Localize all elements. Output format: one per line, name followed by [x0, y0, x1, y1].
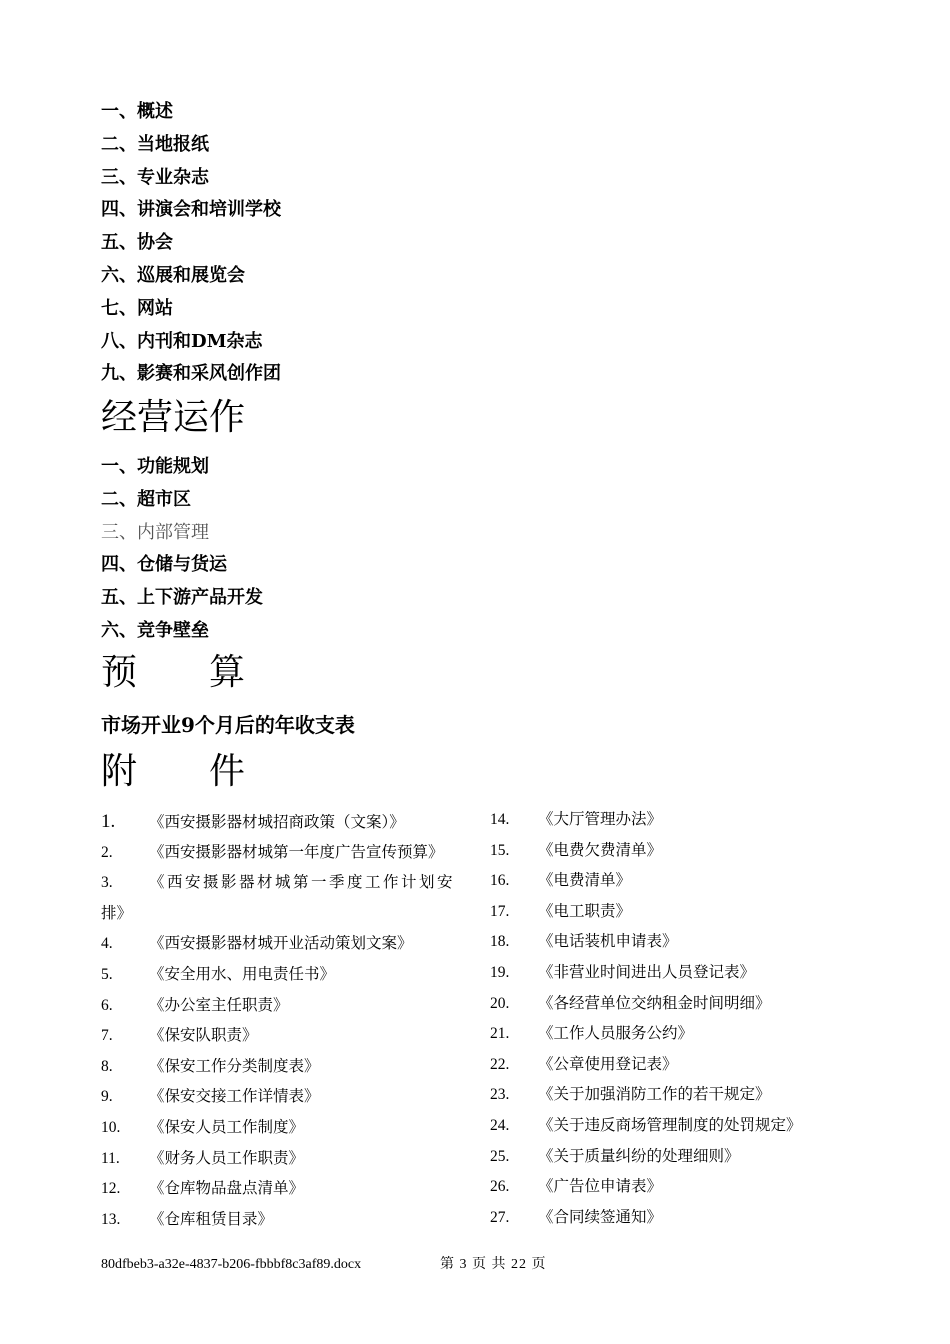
attachment-title: 《各经营单位交纳租金时间明细》 — [538, 994, 771, 1012]
attachment-title: 《西安摄影器材城开业活动策划文案》 — [149, 935, 413, 953]
attachment-item — [101, 807, 461, 838]
attachment-number: 2. — [101, 843, 113, 861]
attachment-item — [490, 897, 850, 928]
attachment-number: 22. — [490, 1055, 510, 1073]
list-item: 三、内部管理 — [101, 521, 209, 543]
heading-operations: 经营运作 — [101, 397, 246, 438]
list-item: 六、巡展和展览会 — [101, 264, 245, 286]
attachment-number: 19. — [490, 963, 510, 981]
attachment-title: 《安全用水、用电责任书》 — [149, 965, 336, 983]
attachment-number: 8. — [101, 1057, 113, 1075]
budget-subtitle: 市场开业9个月后的年收支表 — [101, 713, 355, 737]
attachment-title: 《工作人员服务公约》 — [538, 1025, 694, 1043]
attachment-title: 《西安摄影器材城招商政策（文案）》 — [149, 814, 405, 831]
list-item: 二、当地报纸 — [101, 133, 209, 155]
attachment-item — [101, 1144, 461, 1175]
list-item: 一、功能规划 — [101, 456, 209, 477]
section-list-operations — [101, 451, 263, 648]
attachment-item — [490, 927, 850, 958]
attachment-item — [490, 1142, 850, 1173]
attachment-title: 《仓库物品盘点清单》 — [149, 1180, 305, 1198]
attachment-number: 12. — [101, 1180, 121, 1198]
attachment-item — [101, 991, 461, 1022]
attachment-item — [101, 1082, 461, 1113]
attachment-number: 13. — [101, 1210, 121, 1228]
attachment-item — [101, 899, 461, 930]
attachment-title: 《大厅管理办法》 — [538, 811, 663, 828]
attachment-number: 17. — [490, 902, 510, 920]
list-item: 五、协会 — [101, 232, 173, 254]
attachments-right-column — [490, 805, 850, 1233]
attachment-item — [490, 1050, 850, 1081]
list-item: 四、仓储与货运 — [101, 554, 227, 576]
attachment-title: 《保安队职责》 — [149, 1027, 258, 1045]
footer-filename: 80dfbeb3-a32e-4837-b206-fbbbf8c3af89.docx — [101, 1257, 362, 1272]
attachment-title: 《仓库租赁目录》 — [149, 1210, 274, 1228]
list-item: 七、网站 — [101, 297, 173, 319]
list-item: 二、超市区 — [101, 488, 191, 510]
attachment-number: 27. — [490, 1208, 510, 1226]
attachment-title: 《公章使用登记表》 — [538, 1055, 678, 1073]
attachment-title: 《关于质量纠纷的处理细则》 — [538, 1147, 740, 1165]
attachment-item — [490, 1203, 850, 1234]
attachment-title: 《保安交接工作详情表》 — [149, 1088, 320, 1106]
attachment-number: 11. — [101, 1149, 120, 1167]
attachment-title: 《合同续签通知》 — [538, 1208, 663, 1226]
attachment-title: 《电工职责》 — [538, 902, 632, 920]
attachment-number: 3. — [101, 874, 113, 892]
heading-attachments: 附 件 — [101, 751, 246, 792]
attachment-number: 6. — [101, 996, 113, 1014]
list-item: 五、上下游产品开发 — [101, 587, 263, 609]
attachment-title: 《电话装机申请表》 — [538, 933, 678, 951]
attachment-number: 16. — [490, 872, 510, 890]
attachment-item — [101, 960, 461, 991]
attachment-title: 《西安摄影器材城第一年度广告宣传预算》 — [149, 843, 444, 861]
attachment-title: 《电费清单》 — [538, 872, 632, 890]
attachment-number: 15. — [490, 841, 510, 859]
attachment-item — [101, 1174, 461, 1205]
attachment-title: 《西安摄影器材城第一季度工作计划安 — [149, 874, 456, 892]
attachment-title: 《保安人员工作制度》 — [149, 1118, 305, 1136]
attachment-title: 《广告位申请表》 — [538, 1178, 663, 1196]
list-item: 一、概述 — [101, 101, 173, 122]
attachment-number: 21. — [490, 1025, 510, 1043]
attachment-title: 《非营业时间进出人员登记表》 — [538, 963, 756, 981]
list-item: 九、影赛和采风创作团 — [101, 363, 281, 385]
attachment-item — [490, 989, 850, 1020]
attachment-item — [490, 1172, 850, 1203]
list-item: 四、讲演会和培训学校 — [101, 199, 281, 221]
attachment-item — [490, 1111, 850, 1142]
attachment-number: 14. — [490, 811, 510, 828]
attachment-title: 《办公室主任职责》 — [149, 996, 289, 1014]
footer-page-number: 第 3 页 共 22 页 — [440, 1257, 547, 1272]
attachment-title: 《保安工作分类制度表》 — [149, 1057, 320, 1075]
attachment-item — [101, 1052, 461, 1083]
heading-budget: 预 算 — [101, 652, 246, 693]
attachment-item — [101, 1113, 461, 1144]
attachment-number: 1. — [101, 811, 116, 832]
attachment-number: 7. — [101, 1027, 113, 1045]
attachment-item — [101, 929, 461, 960]
list-item: 三、专业杂志 — [101, 166, 209, 188]
list-item: 八、内刊和DM杂志 — [101, 330, 263, 352]
attachment-item — [101, 1205, 461, 1236]
attachment-number: 26. — [490, 1178, 510, 1196]
attachment-item — [490, 805, 850, 836]
attachment-item — [490, 958, 850, 989]
attachment-item — [490, 1080, 850, 1111]
attachment-number: 5. — [101, 965, 113, 983]
attachment-number: 24. — [490, 1116, 510, 1134]
attachment-item — [101, 838, 461, 869]
attachments-left-column — [101, 807, 461, 1235]
attachment-number: 10. — [101, 1118, 121, 1136]
attachment-number: 23. — [490, 1086, 510, 1104]
attachment-title: 《关于违反商场管理制度的处罚规定》 — [538, 1116, 802, 1134]
attachment-number: 4. — [101, 935, 113, 953]
attachment-item — [101, 1021, 461, 1052]
attachment-item — [490, 1019, 850, 1050]
attachment-title: 《关于加强消防工作的若干规定》 — [538, 1086, 771, 1104]
attachment-number: 9. — [101, 1088, 113, 1106]
attachment-number: 18. — [490, 933, 510, 951]
attachment-title: 《电费欠费清单》 — [538, 841, 663, 859]
attachment-item — [490, 836, 850, 867]
attachment-item — [101, 868, 461, 899]
attachment-title-continued: 排》 — [101, 904, 133, 922]
attachment-number: 25. — [490, 1147, 510, 1165]
attachment-number: 20. — [490, 994, 510, 1012]
section-list-top — [101, 96, 281, 391]
attachment-item — [490, 866, 850, 897]
attachment-title: 《财务人员工作职责》 — [149, 1149, 305, 1167]
list-item: 六、竞争壁垒 — [101, 619, 209, 641]
